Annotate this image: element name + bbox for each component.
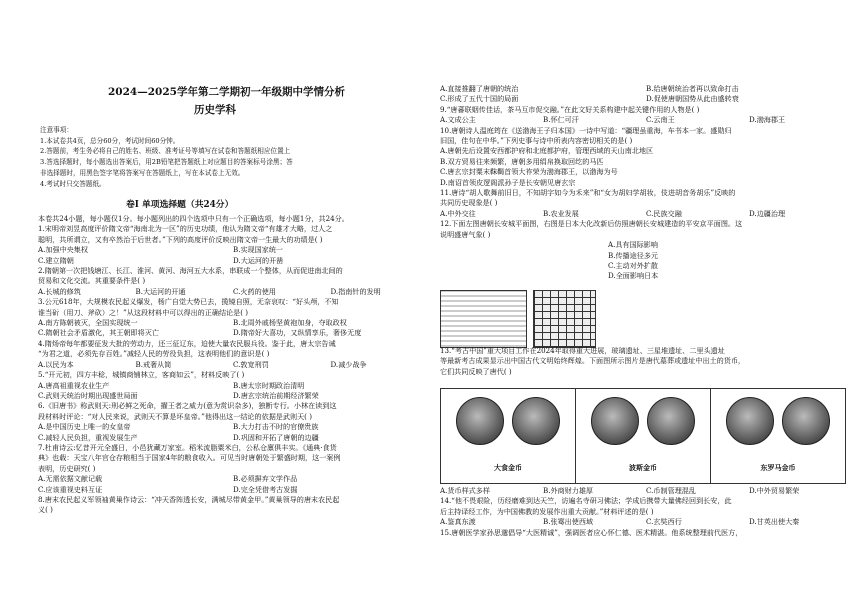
option: C.唐玄宗封粟末靺鞨首领大祚荣为渤海郡王，以渤海为号 (440, 167, 618, 177)
heian-kyo-map (533, 290, 596, 348)
option: B.外商财力雄厚 (543, 486, 594, 495)
coin-label: 东罗马金币 (760, 463, 796, 472)
option-row (38, 287, 428, 297)
option: D.促使唐朝国势从此由盛转衰 (646, 94, 739, 104)
option: D.边疆治理 (749, 208, 786, 218)
coin-cell (711, 389, 845, 483)
option-row (38, 422, 428, 432)
option: A.货币样式多样 (440, 486, 490, 495)
option-row (440, 115, 852, 125)
option-row (38, 318, 428, 328)
coin-obverse-image (456, 397, 504, 445)
option: A.是中国历史上唯一的女皇帝 (38, 422, 131, 432)
option: D.甘英出使大秦 (749, 517, 800, 527)
question-stem: 1.宋明帝刘昱高度评价隋文帝“海南北为一区”的历史功绩，他认为隋文帝“有雄才大略，过人之 (38, 224, 333, 234)
note-line: 3.答选择题时，每小题选出答案后，用2B铅笔把答题纸上对应题目的答案标号涂黑；答 (40, 158, 293, 167)
question-stem: 9.“唐蕃联姻传佳话，茶马互市促交融。”在此文好关系构建中起关键作用的人物是( ) (440, 104, 700, 114)
question (38, 370, 428, 401)
option: D.指南针的发明 (330, 286, 381, 296)
question-stem: 12.下面左图唐朝长安城平面图，右图是日本大化改新后仿照唐朝长安城建造的平安京平面图。这 (440, 219, 743, 229)
option: B.必须摒弃文学作品 (233, 474, 298, 484)
option-row (38, 474, 428, 484)
question-stem: 共同历史现象是( ) (440, 198, 498, 208)
option: D.隋帝好大喜功，又纵情享乐，奢侈无度 (233, 328, 362, 338)
option: D.全面影响日本 (608, 271, 659, 281)
question-stem: 8.唐末农民起义军领袖黄巢作诗云：“冲天香阵透长安，满城尽带黄金甲。”黄巢领导的唐末农民起 (38, 494, 340, 504)
coin-cell (576, 389, 711, 483)
q14-options (440, 517, 852, 527)
option: B.北周外戚杨坚黄袍加身，夺取政权 (233, 318, 347, 328)
coin-label: 大食金币 (494, 463, 522, 472)
option: C.应该重视史料互证 (38, 484, 103, 494)
option: B.张骞出使西域 (543, 517, 594, 527)
question (440, 105, 852, 126)
option-row (38, 328, 428, 338)
question (440, 188, 852, 219)
option: D.渤海郡王 (749, 115, 786, 125)
question-stem: 谁当斫（用刀、斧砍）之！”从这段材料中可以得出的正确结论是( ) (38, 307, 249, 317)
question-stem: 2.隋朝第一次把钱塘江、长江、淮河、黄河、海河五大水系，串联成一个整体，从而促进南北间的 (38, 266, 343, 276)
exam-notes (40, 125, 293, 189)
option: C.减轻人民负担，重视发展生产 (38, 432, 138, 442)
q14-line: 14.“他不畏艰险，历经磨难到达天竺，访遍名寺研习佛法；学成后携带大量佛经回到长安，此 (440, 496, 732, 506)
question-stem: 贸易和文化交流。其重要条件是( ) (38, 276, 146, 286)
option-row (38, 433, 428, 443)
option: C.形成了五代十国的局面 (440, 94, 519, 104)
question (38, 266, 428, 297)
question (38, 495, 428, 516)
q14-line: 后主持译经工作，为中国佛教的发展作出重大贡献。”材料评述的是( ) (440, 506, 654, 516)
option: A.加强中央集权 (38, 245, 88, 255)
option: A.中外交往 (440, 208, 476, 218)
question (38, 297, 428, 339)
option: B.双方贸易往来频繁，唐朝多用绢帛换取回纥的马匹 (440, 156, 604, 166)
question-stem: 11.唐诗“胡人歌舞前旧日，不知胡字如今为禾来”和“女为胡妇学胡妆，伎进胡音务胡乐”反映的 (440, 188, 736, 198)
option: B.实现国家统一 (233, 245, 284, 255)
question (38, 339, 428, 370)
question (38, 401, 428, 443)
right-question-list (440, 84, 852, 282)
option: A.直接推翻了唐朝的统治 (440, 84, 519, 93)
option: A.唐朝先后设置安西都护府和北庭都护府，管理西域的天山南北地区 (440, 146, 654, 156)
section-title: 卷Ⅰ 单项选择题（共24分） (126, 200, 234, 210)
option: C.火药的使用 (233, 286, 276, 296)
coin-cell (441, 389, 576, 483)
option: D.减少战争 (330, 359, 367, 369)
option: B.怀仁可汗 (543, 115, 579, 125)
option: D.唐玄宗统治前期经济繁荣 (233, 390, 319, 400)
question-stem: 10.唐朝诗人温庭筠在《送渤海王子归本国》一诗中写道：“疆理虽重海，车书本一家。盛勋归 (440, 125, 732, 135)
option: A.南方陈朝被灭，全国实现统一 (38, 318, 138, 328)
option: C.云南王 (646, 115, 675, 125)
option: B.大力打击不时的官僚贵族 (233, 422, 319, 432)
option: A.鉴真东渡 (440, 517, 476, 527)
question (440, 126, 852, 188)
option-row (440, 209, 852, 219)
option-row (38, 485, 428, 495)
left-column (38, 214, 428, 516)
q13-line: 等最新考古成果显示出中国古代文明始终辉煌。下面图所示图片是唐代墓葬或遗址中出土的货币， (440, 356, 746, 366)
q13-line: 13.“考古中国”重大项目工作在2024年取得重大进展，玻璃遗址、三星堆遗址、二里头遗址 (440, 346, 725, 355)
option: A.长城的修筑 (38, 286, 81, 296)
option: B.农业发展 (543, 208, 579, 218)
note-line: 1.本试卷共4页，总分60分，考试时间60分钟。 (40, 136, 180, 145)
question-stem: 表明，历史研究( ) (38, 463, 96, 473)
coin-reverse-image (512, 397, 560, 445)
option-row (38, 391, 428, 401)
note-line: 4.考试时只交答题纸。 (40, 179, 106, 188)
q13-q15-block (440, 486, 852, 538)
option: A.唐高祖重视农业生产 (38, 380, 110, 390)
question-stem: 3.公元618年，大规模农民起义爆发，杨广自觉大势已去，揽镜自照，无奈哀叹：“好头颅，不知 (38, 297, 339, 307)
option: A.以民为本 (38, 359, 74, 369)
q12-city-maps (440, 290, 596, 348)
option: D.巩固和开拓了唐朝的边疆 (233, 432, 319, 442)
question (38, 224, 428, 266)
option: D.大运河的开凿 (233, 255, 284, 265)
question-stem: 4.隋炀帝每年都要征发大批的劳动力，还三征辽东，迫使大量农民服兵役。鉴于此，唐太宗告诫 (38, 338, 336, 348)
option: B.传播途径多元 (608, 250, 659, 260)
option-row (440, 94, 852, 104)
q13-block (440, 346, 852, 377)
q13-coin-table (440, 388, 846, 484)
question (440, 84, 852, 105)
notes-heading: 注意事项： (40, 126, 73, 134)
option: B.大运河的开通 (135, 286, 186, 296)
question-stem: 聪明，共所谓立，又有卒然治于后世者。”下列的高度评价反映出隋文帝一生最大的功绩是( ) (38, 234, 323, 244)
option: D.中外贸易繁荣 (749, 486, 800, 495)
question (38, 443, 428, 495)
question-stem: 典》也载：天宝八年官仓存粮相当于国家4年的粮食收入。可见当时唐朝处于繁盛时期，这一案例 (38, 453, 341, 463)
option: A.具有国际影响 (608, 240, 658, 250)
exam-subject: 历史学科 (194, 104, 236, 116)
note-line: 2.答题前，考生务必将自己的姓名、班级、准考证号等填写在试卷和答题纸相应位置上 (40, 147, 291, 156)
option: D.完全凭借考古发掘 (233, 484, 298, 494)
right-column (440, 84, 852, 282)
question (440, 219, 852, 281)
changan-city-map (440, 290, 527, 348)
option-row (440, 84, 852, 94)
q13-options (440, 486, 852, 496)
option: B.唐太宗时期政治清明 (233, 380, 305, 390)
option: C.币制管理混乱 (646, 486, 696, 495)
option: D.南诏首领皮逻阁派孙子是长安朝见唐玄宗 (440, 177, 576, 187)
note-line: 非选择题时，用黑色签字笔将答案写在答题纸上，写在本试卷上无效。 (40, 168, 245, 177)
option-row (38, 256, 428, 266)
left-question-list (38, 224, 428, 515)
coin-reverse-image (647, 397, 695, 445)
coin-obverse-image (591, 397, 639, 445)
option: A.无需依据文献记载 (38, 474, 103, 484)
question-stem: 5.“开元初，四方丰稔，城镇商铺林立，客商如云”，材料反映了( ) (38, 370, 245, 380)
option-row (38, 245, 428, 255)
q15-line: 15.唐朝医学家孙思邈倡导“大医精诚”，强调医者应心怀仁德、医术精湛。他系统整理前代医方， (440, 527, 743, 537)
option: B.戒奢从简 (135, 359, 172, 369)
question-stem: 7.杜甫诗云:忆昔开元全盛日，小邑犹藏万家室。稻米流脂粟米白，公私仓廪俱丰实。《通典·食货 (38, 442, 337, 452)
question-stem: 6.《旧唐书》称武则天:刑必鲜之死命，擢王者之威力(意为赏识杂多)，独断专行。小林在读到这 (38, 401, 337, 411)
coin-reverse-image (782, 397, 830, 445)
question-stem: 段材料时评论：“对人民来说，武则天不算是坏皇帝。”他得出这一结论的依据是武则天( ) (38, 411, 312, 421)
option-row (38, 360, 428, 370)
option: C.民族交融 (646, 208, 682, 218)
option: C.隋朝社会矛盾激化，其王朝即将灭亡 (38, 328, 159, 338)
option: C.主动对外扩散 (608, 260, 658, 270)
option: B.给唐朝统治者再以致命打击 (646, 84, 739, 93)
section-intro: 本卷共24小题，每小题仅1分。每小题列出的四个选项中只有一个正确选项，每小题1分，共24分。 (38, 214, 349, 223)
coin-obverse-image (726, 397, 774, 445)
coin-label: 波斯金币 (629, 463, 657, 472)
exam-title: 2024—2025学年第二学期初一年级期中学情分析 (108, 86, 345, 98)
question-stem: “为君之道，必须先存百姓。”减轻人民的劳役负担，这表明他们的意识是( ) (38, 349, 270, 359)
q13-line: 它们共同反映了唐代( ) (440, 366, 512, 376)
question-stem: 旧国，佳句在中华。”下列史事与诗中所表内容密切相关的是( ) (440, 136, 633, 146)
option: A.文成公主 (440, 115, 476, 125)
option-row (38, 381, 428, 391)
option: C.敦宽刑罚 (233, 359, 269, 369)
option: C.建立隋朝 (38, 255, 74, 265)
question-stem: 说明盛唐气象( ) (440, 229, 491, 239)
question-stem: 义( ) (38, 505, 53, 515)
option: C.武则天统治时期出现盛世局面 (38, 390, 138, 400)
option: C.玄奘西行 (646, 517, 682, 527)
